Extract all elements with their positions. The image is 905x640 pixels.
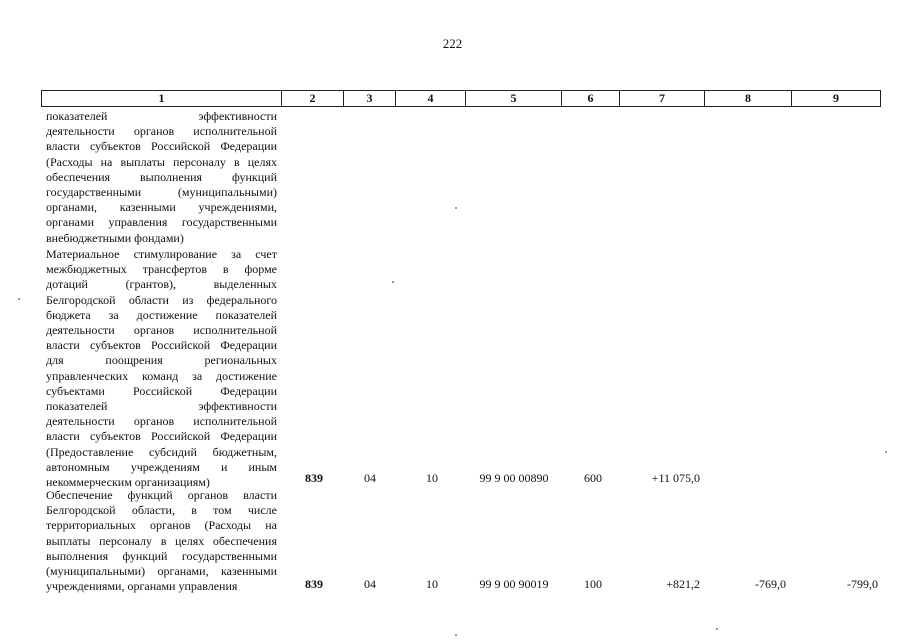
description-line: Белгородской области, в том числе [46, 503, 277, 518]
column-header-4: 4 [396, 91, 466, 107]
description-line: дотаций (грантов), выделенных [46, 277, 277, 292]
description-line: внебюджетными фондами) [46, 230, 184, 245]
description-line: показателей эффективности [46, 109, 277, 123]
description-line: власти субъектов Российской Федерации [46, 139, 277, 154]
description-line: выплаты персоналу в целях обеспечения [46, 533, 277, 548]
description-line: бюджета за достижение показателей [46, 307, 277, 322]
cell-subsection: 10 [426, 577, 438, 591]
description-line: (Расходы на выплаты персоналу в целях [46, 154, 277, 169]
cell-subsection: 10 [426, 471, 438, 485]
description-line: деятельности органов исполнительной [46, 414, 277, 429]
description-line: субъектами Российской Федерации [46, 383, 277, 398]
cell-ministry-code: 839 [305, 577, 323, 591]
cell-amount-col8: -769,0 [755, 577, 786, 591]
column-header-1: 1 [42, 91, 282, 107]
cell-target-article: 99 9 00 00890 [479, 471, 549, 485]
description-line: государственными (муниципальными) [46, 185, 277, 200]
cell-section: 04 [364, 577, 376, 591]
row-description [46, 247, 277, 490]
description-line: выполнения функций государственными [46, 548, 277, 563]
scan-speck [455, 634, 457, 636]
column-header-3: 3 [344, 91, 396, 107]
description-line: деятельности органов исполнительной [46, 323, 277, 338]
column-header-2: 2 [282, 91, 344, 107]
description-line: (муниципальными) органами, казенными [46, 564, 277, 579]
cell-expense-type: 600 [584, 471, 602, 485]
cell-amount-col7: +11 075,0 [651, 471, 700, 485]
scan-speck [885, 451, 887, 453]
description-line: органами управления государственными [46, 215, 277, 230]
cell-amount-col7: +821,2 [666, 577, 700, 591]
description-line: межбюджетных трансфертов в форме [46, 262, 277, 277]
cell-target-article: 99 9 00 90019 [479, 577, 549, 591]
cell-amount-col9: -799,0 [847, 577, 878, 591]
description-line: Материальное стимулирование за счет [46, 247, 277, 261]
column-header-9: 9 [792, 91, 881, 107]
scan-speck [716, 628, 718, 630]
description-line: для поощрения региональных [46, 353, 277, 368]
description-line: деятельности органов исполнительной [46, 124, 277, 139]
scan-speck [392, 281, 394, 283]
cell-expense-type: 100 [584, 577, 602, 591]
column-header-5: 5 [466, 91, 562, 107]
description-line: некоммерческим организациям) [46, 475, 210, 490]
column-header-8: 8 [705, 91, 792, 107]
scan-speck [18, 298, 20, 300]
description-line: учреждениями, органами управления [46, 579, 238, 594]
description-line: управленческих команд за достижение [46, 368, 277, 383]
cell-ministry-code: 839 [305, 471, 323, 485]
description-line: Обеспечение функций органов власти [46, 488, 277, 502]
cell-section: 04 [364, 471, 376, 485]
description-line: обеспечения выполнения функций [46, 169, 277, 184]
row-description [46, 109, 277, 246]
page-number: 222 [442, 36, 463, 51]
description-line: органами, казенными учреждениями, [46, 200, 277, 215]
column-header-6: 6 [562, 91, 620, 107]
column-header-table [41, 90, 881, 107]
description-line: автономным учреждениям и иным [46, 459, 277, 474]
description-line: власти субъектов Российской Федерации [46, 338, 277, 353]
row-description [46, 488, 277, 594]
column-header-7: 7 [620, 91, 705, 107]
description-line: показателей эффективности [46, 399, 277, 414]
description-line: власти субъектов Российской Федерации [46, 429, 277, 444]
description-line: Белгородской области из федерального [46, 292, 277, 307]
description-line: территориальных органов (Расходы на [46, 518, 277, 533]
description-line: (Предоставление субсидий бюджетным, [46, 444, 277, 459]
scan-speck [455, 207, 457, 209]
